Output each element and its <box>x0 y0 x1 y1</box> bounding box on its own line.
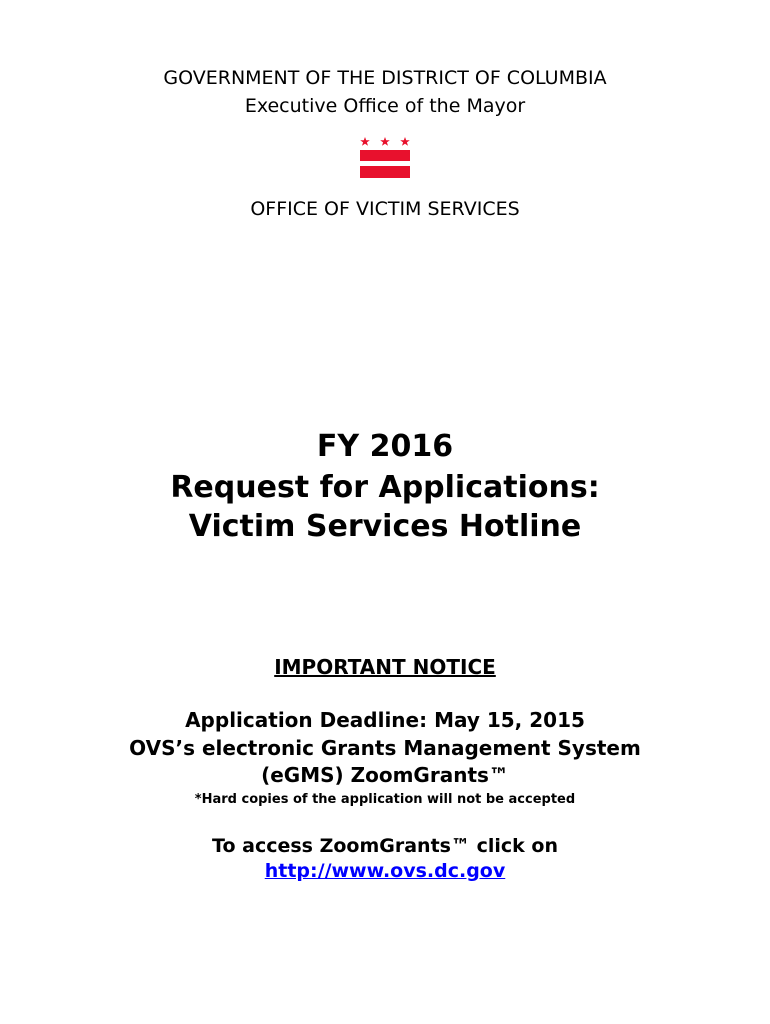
title-program-name: Victim Services Hotline <box>188 509 582 544</box>
url-line <box>0 858 770 885</box>
access-instructions: To access ZoomGrants™ click on <box>212 835 558 857</box>
application-deadline: Application Deadline: May 15, 2015 <box>185 708 585 732</box>
grants-system-line-2: (eGMS) ZoomGrants™ <box>261 763 509 787</box>
flag-star-center <box>380 137 390 146</box>
government-title: GOVERNMENT OF THE DISTRICT OF COLUMBIA <box>163 67 607 89</box>
important-notice-heading: IMPORTANT NOTICE <box>274 655 496 679</box>
flag-star-right <box>400 137 410 146</box>
hard-copy-note: *Hard copies of the application will not be accepted <box>194 792 576 807</box>
office-of-victim-services: OFFICE OF VICTIM SERVICES <box>250 198 520 220</box>
flag-bar-bottom <box>360 166 410 178</box>
ovs-website-link[interactable]: http://www.ovs.dc.gov <box>264 860 506 882</box>
flag-bar-top <box>360 150 410 161</box>
title-fiscal-year: FY 2016 <box>316 429 454 464</box>
grants-system-line-1: OVS’s electronic Grants Management System <box>129 736 641 760</box>
dc-flag-icon <box>360 136 410 178</box>
executive-office-subtitle: Executive Office of the Mayor <box>244 95 526 117</box>
flag-star-left <box>360 137 370 146</box>
title-request-for-applications: Request for Applications: <box>170 470 600 505</box>
